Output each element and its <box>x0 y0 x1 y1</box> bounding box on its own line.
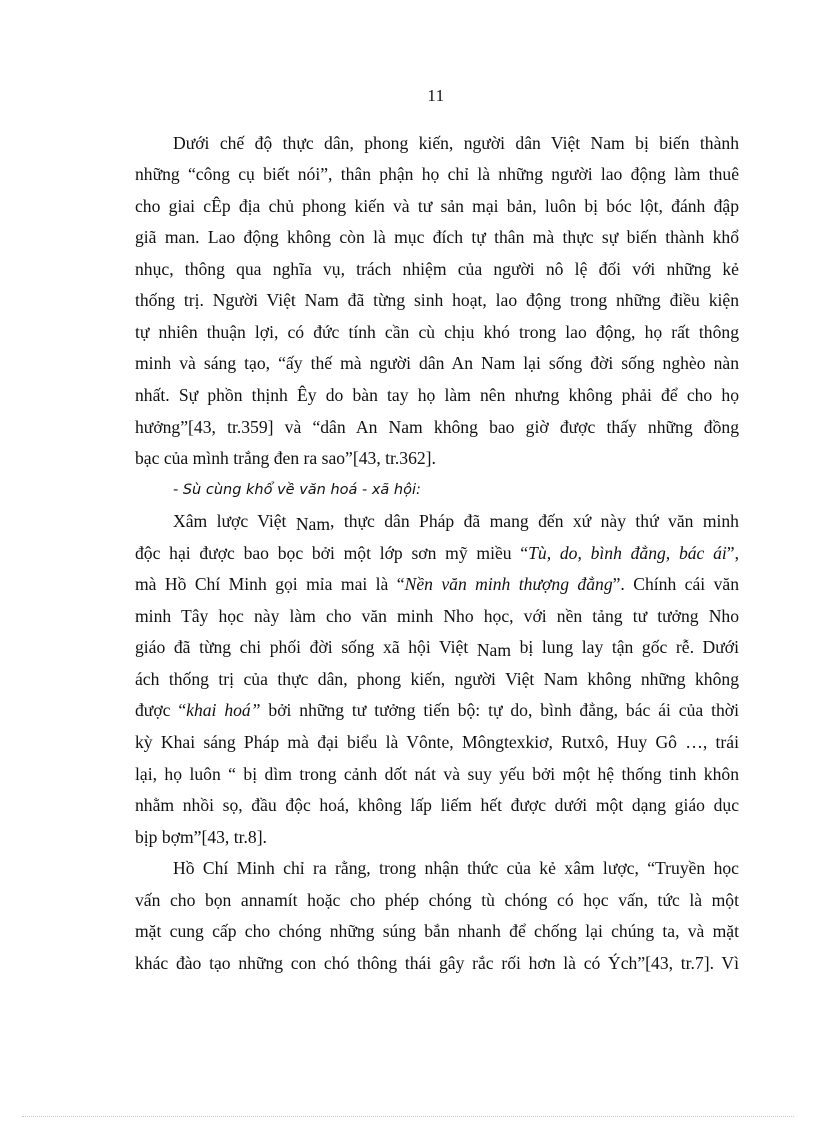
italic-phrase: Nền văn minh thượng đẳng <box>404 574 613 594</box>
lowered-word: Nam <box>476 640 512 660</box>
text-run: giáo đã từng chi phối đời sống xã hội Việt <box>135 637 477 657</box>
text-run: ”. Chính cái văn <box>612 574 739 594</box>
text-line: những “công cụ biết nói”, thân phận họ chỉ là những người lao động làm thuê <box>135 164 739 184</box>
text-line: ách thống trị của thực dân, phong kiến, người Việt Nam không những không <box>135 669 739 689</box>
text-line <box>135 700 739 720</box>
text-line: tự nhiên thuận lợi, có đức tính cần cù chịu khó trong lao động, họ rất thông <box>135 322 739 342</box>
text-line: khác đào tạo những con chó thông thái gây rắc rối hơn là có Ých”[43, tr.7]. Vì <box>135 953 739 973</box>
text-line: giã man. Lao động không còn là mục đích tự thân mà thực sự biến thành khổ <box>135 227 739 247</box>
text-line: nhất. Sự phồn thịnh Êy do bàn tay họ làm nên nhưng không phải để cho họ <box>135 385 739 405</box>
text-line: Dưới chế độ thực dân, phong kiến, người dân Việt Nam bị biến thành <box>173 133 739 153</box>
text-line: kỳ Khai sáng Pháp mà đại biểu là Vônte, Môngtexkiơ, Rutxô, Huy Gô …, trái <box>135 732 739 752</box>
lowered-word: Nam <box>295 514 331 534</box>
text-line: bịp bợm”[43, tr.8]. <box>135 827 267 847</box>
text-line: bạc của mình trắng đen ra sao”[43, tr.362]. <box>135 448 436 468</box>
text-run: bị lung lay tận gốc rễ. Dưới <box>511 637 739 657</box>
text-run: , thực dân Pháp đã mang đến xứ này thứ văn minh <box>330 511 739 531</box>
text-line: minh và sáng tạo, “ấy thế mà người dân An Nam lại sống đời sống nghèo nàn <box>135 353 739 373</box>
text-line: hưởng”[43, tr.359] và “dân An Nam không bao giờ được thấy những đồng <box>135 417 739 437</box>
text-line: nhục, thông qua nghĩa vụ, trách nhiệm của người nô lệ đối với những kẻ <box>135 259 739 279</box>
text-line: minh Tây học này làm cho văn minh Nho học, với nền tảng tư tưởng Nho <box>135 606 739 626</box>
text-line <box>135 543 739 563</box>
page-number: 11 <box>427 86 445 105</box>
italic-phrase: khai hoá” <box>186 700 261 720</box>
text-line: mặt cung cấp cho chóng những súng bắn nhanh để chống lại chúng ta, và mặt <box>135 921 739 941</box>
text-line <box>173 511 739 534</box>
section-subheading: - Sù cùng khổ về văn hoá - xã hội: <box>173 482 421 498</box>
text-line <box>135 574 739 594</box>
text-run: độc hại được bao bọc bởi một lớp sơn mỹ miều “ <box>135 543 529 563</box>
italic-phrase: Tù, do, bình đẳng, bác ái <box>528 543 727 563</box>
text-line: nhằm nhồi sọ, đầu độc hoá, không lấp liếm hết được dưới một dạng giáo dục <box>135 795 739 815</box>
text-run: được “ <box>135 700 187 720</box>
text-line: thống trị. Người Việt Nam đã từng sinh hoạt, lao động trong những điều kiện <box>135 290 739 310</box>
text-run: ”, <box>726 543 739 563</box>
text-line: lại, họ luôn “ bị dìm trong cảnh dốt nát và suy yếu bởi một hệ thống tinh khôn <box>135 764 739 784</box>
text-line <box>135 637 739 660</box>
text-run: Xâm lược Việt <box>173 511 296 531</box>
text-line: Hồ Chí Minh chỉ ra rằng, trong nhận thức của kẻ xâm lược, “Truyền học <box>173 858 739 878</box>
text-run: mà Hồ Chí Minh gọi mỉa mai là “ <box>135 574 405 594</box>
text-line: vấn cho bọn annamít hoặc cho phép chóng tù chóng có học vấn, tức là một <box>135 890 739 910</box>
page-bottom-divider <box>22 1116 794 1117</box>
text-run: bởi những tư tưởng tiến bộ: tự do, bình đẳng, bác ái của thời <box>260 700 739 720</box>
text-line: cho giai cÊp địa chủ phong kiến và tư sản mại bản, luôn bị bóc lột, đánh đập <box>135 196 739 216</box>
